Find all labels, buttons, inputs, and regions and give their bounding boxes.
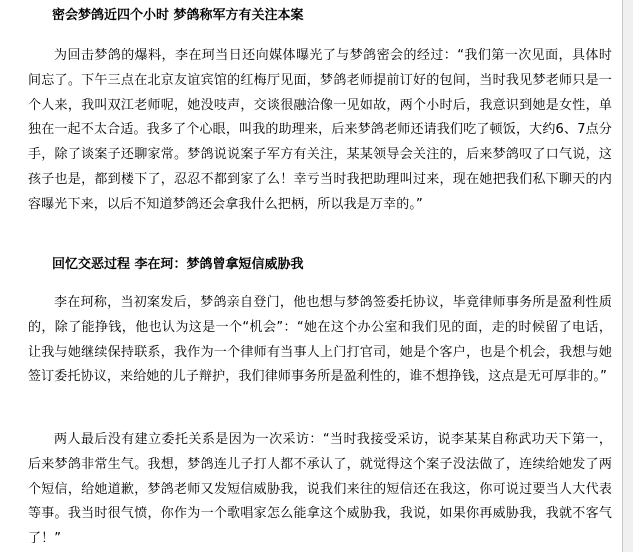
paragraph-meeting-account: 为回击梦鸽的爆料，李在珂当日还向媒体曝光了与梦鸽密会的经过：“我们第一次见面，具体时间忘了。下午三点在北京友谊宾馆的红梅厅见面，梦鸽老师提前订好的包间，当时我见梦老师只是一个人来，我叫双江老师呢，她没吱声，交谈很融洽像一见如故，两个小时后，我意识到她是女性，单独在一起不太合适。我多了个心眼，叫我的助理来，后来梦鸽老师还请我们吃了顿饭，大约6、7点分手，除了谈案子还聊家常。梦鸽说说案子军方有关注，某某领导会关注的，后来梦鸽叹了口气说，这孩子也是，都到楼下了，忍忍不都到家了么！幸亏当时我把助理叫过来，现在她把我们私下聊天的内容曝光下来，以后不知道梦鸽还会拿我什么把柄，所以我是万幸的。”	[28, 48, 612, 212]
section-heading-secret-meeting: 密会梦鸽近四个小时 梦鸽称军方有关注本案	[52, 8, 304, 23]
paragraph-first-contact: 李在珂称，当初案发后，梦鸽亲自登门，他也想与梦鸽签委托协议，毕竟律师事务所是盈利性质的，除了能挣钱，他也认为这是一个“机会”：“她在这个办公室和我们见的面，走的时候留了电话，让我与她继续保持联系，我作为一个律师有当事人上门打官司，她是个客户，也是个机会，我想与她签订委托协议，来给她的儿子辩护，我们律师事务所是盈利性的，谁不想挣钱，这点是无可厚非的。”	[28, 295, 612, 385]
section-heading-conflict: 回忆交恶过程 李在珂：梦鸽曾拿短信威胁我	[52, 257, 304, 272]
paragraph-sms-threat: 两人最后没有建立委托关系是因为一次采访：“当时我接受采访，说李某某自称武功天下第一，后来梦鸽非常生气。我想，梦鸽连儿子打人都不承认了，就觉得这个案子没法做了，连续给她发了两个短信，给她道歉，梦鸽老师又发短信威胁我，说我们来往的短信还在我这，你可说过要当人大代表等事。我当时很气愤，你作为一个歌唱家怎么能拿这个威胁我，我说，如果你再威胁我，我就不客气了！”	[28, 432, 612, 547]
vertical-scrollbar[interactable]	[623, 0, 633, 552]
